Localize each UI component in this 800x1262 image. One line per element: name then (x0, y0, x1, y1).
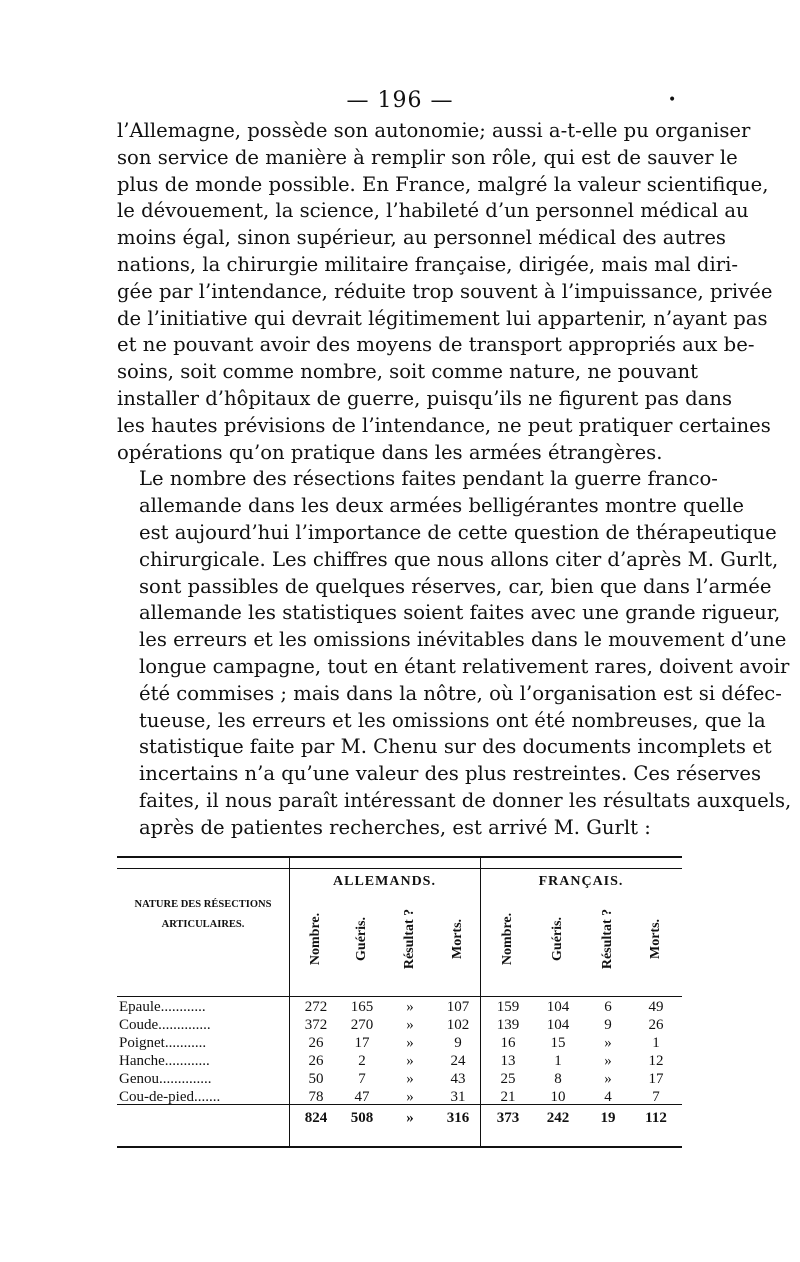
table-cell: 7 (358, 1071, 366, 1087)
table-cell: 12 (648, 1053, 664, 1069)
column-header-label: Résultat ? (600, 908, 615, 970)
total-cell: 316 (446, 1110, 470, 1126)
column-header (435, 894, 481, 984)
table-cell: 1 (652, 1035, 660, 1051)
total-cell: 19 (600, 1110, 616, 1126)
table-cell: 7 (652, 1089, 660, 1105)
table-cell: 49 (648, 999, 664, 1015)
table-cell: 26 (648, 1017, 664, 1033)
table-cell: 43 (450, 1071, 466, 1087)
total-cell: 242 (546, 1110, 570, 1126)
column-header-label: Nombre. (500, 912, 516, 966)
text-line: est aujourd’hui l’importance de cette question de thérapeutique (139, 520, 777, 544)
table-row (117, 1034, 682, 1052)
table-row (117, 1070, 682, 1088)
text-line: le dévouement, la science, l’habileté d’un personnel médical au (117, 199, 749, 223)
text-line: les hautes prévisions de l’intendance, ne peut pratiquer certaines (117, 413, 771, 437)
text-line: chirurgicale. Les chiffres que nous allons citer d’après M. Gurlt, (139, 547, 779, 571)
column-header-label: Résultat ? (402, 908, 417, 970)
page-number: — 196 — (346, 88, 454, 113)
text-line: longue campagne, tout en étant relativement rares, doivent avoir (139, 654, 790, 678)
text-line: moins égal, sinon supérieur, au personnel médical des autres (117, 226, 726, 250)
table-cell: 16 (500, 1035, 516, 1051)
table-cell: 9 (604, 1017, 612, 1033)
paragraph-2 (117, 466, 792, 841)
column-header (633, 894, 679, 984)
table-cell: 24 (450, 1053, 466, 1069)
column-header-label: Nombre. (308, 912, 324, 966)
row-label: Poignet........... (119, 1035, 207, 1051)
text-line: allemande les statistiques soient faites avec une grande rigueur, (139, 601, 781, 625)
table-cell: 165 (350, 999, 374, 1015)
table-cell: 102 (446, 1017, 470, 1033)
table-cell: » (406, 1053, 414, 1069)
group-allemands: ALLEMANDS. (333, 874, 436, 889)
column-header (485, 894, 531, 984)
margin-mark: • (668, 92, 677, 108)
table-cell: 15 (550, 1035, 566, 1051)
total-cell: 824 (304, 1110, 328, 1126)
table-cell: 31 (450, 1089, 466, 1105)
text-line: tueuse, les erreurs et les omissions ont été nombreuses, que la (139, 708, 766, 732)
column-header (293, 894, 339, 984)
row-label: Coude.............. (119, 1017, 211, 1033)
row-header-line-2: ARTICULAIRES. (161, 919, 245, 930)
text-line: nations, la chirurgie militaire française, dirigée, mais mal diri- (117, 252, 738, 276)
table-cell: » (604, 1071, 612, 1087)
table-cell: 270 (350, 1017, 374, 1033)
text-line: faites, il nous paraît intéressant de donner les résultats auxquels, (139, 788, 792, 812)
table-cell: 2 (358, 1053, 366, 1069)
text-line: après de patientes recherches, est arrivé M. Gurlt : (139, 815, 651, 839)
text-line: Le nombre des résections faites pendant la guerre franco- (139, 467, 718, 491)
row-header-line-1: NATURE DES RÉSECTIONS (134, 899, 272, 910)
text-line: allemande dans les deux armées belligérantes montre quelle (139, 494, 744, 518)
table-cell: » (406, 999, 414, 1015)
row-label: Cou-de-pied....... (119, 1089, 221, 1105)
text-line: installer d’hôpitaux de guerre, puisqu’ils ne figurent pas dans (117, 386, 733, 410)
total-cell: 373 (496, 1110, 520, 1126)
group-francais: FRANÇAIS. (538, 874, 624, 889)
table-rule (117, 996, 682, 997)
table-row (117, 1088, 682, 1106)
column-header-label: Morts. (449, 918, 465, 960)
table-cell: 8 (554, 1071, 562, 1087)
text-line: l’Allemagne, possède son autonomie; aussi a-t-elle pu organiser (117, 119, 751, 142)
text-line: plus de monde possible. En France, malgré la valeur scientifique, (117, 172, 769, 196)
table-cell: » (406, 1035, 414, 1051)
text-line: gée par l’intendance, réduite trop souvent à l’impuissance, privée (117, 279, 773, 303)
table-row (117, 1052, 682, 1070)
table-cell: 50 (308, 1071, 324, 1087)
table-cell: 78 (308, 1089, 324, 1105)
text-line: statistique faite par M. Chenu sur des documents incomplets et (139, 735, 772, 759)
table-cell: » (406, 1017, 414, 1033)
total-cell: 112 (645, 1110, 667, 1126)
table-cell: 17 (648, 1071, 664, 1087)
column-header (387, 894, 433, 984)
table-cell: 47 (354, 1089, 370, 1105)
text-line: soins, soit comme nombre, soit comme nature, ne pouvant (117, 360, 699, 384)
table-cell: 104 (546, 999, 570, 1015)
total-cell: » (406, 1110, 414, 1126)
row-label: Hanche............ (119, 1053, 210, 1069)
text-line: été commises ; mais dans la nôtre, où l’organisation est si défec- (139, 681, 782, 705)
table-cell: 6 (604, 999, 612, 1015)
table-cell: 107 (446, 999, 470, 1015)
table-totals-row (117, 1106, 682, 1130)
text-line: et ne pouvant avoir des moyens de transport appropriés aux be- (117, 333, 755, 357)
table-cell: 139 (496, 1017, 520, 1033)
table-cell: » (604, 1035, 612, 1051)
table-cell: » (406, 1071, 414, 1087)
table-cell: 1 (554, 1053, 562, 1069)
column-header-label: Guéris. (353, 917, 369, 961)
table-cell: 21 (500, 1089, 516, 1105)
table-cell: 13 (500, 1053, 516, 1069)
column-header (535, 894, 581, 984)
table-cell: 25 (500, 1071, 516, 1087)
text-line: de l’initiative qui devrait légitimement lui appartenir, n’ayant pas (117, 306, 768, 330)
text-line: sont passibles de quelques réserves, car, bien que dans l’armée (139, 574, 772, 598)
table-cell: 10 (550, 1089, 566, 1105)
table-row (117, 1016, 682, 1034)
table-cell: 9 (454, 1035, 462, 1051)
total-cell: 508 (350, 1110, 374, 1126)
text-line: incertains n’a qu’une valeur des plus restreintes. Ces réserves (139, 762, 762, 786)
table-cell: 4 (604, 1089, 612, 1105)
text-line: opérations qu’on pratique dans les armées étrangères. (117, 440, 663, 464)
text-line: son service de manière à remplir son rôle, qui est de sauver le (117, 145, 738, 169)
row-label: Epaule............ (119, 999, 206, 1015)
table-cell: 17 (354, 1035, 370, 1051)
table-row (117, 998, 682, 1016)
table-cell: 104 (546, 1017, 570, 1033)
paragraph-1 (117, 118, 773, 466)
table-cell: 372 (304, 1017, 328, 1033)
resections-table (117, 856, 682, 1148)
body-text (117, 118, 792, 842)
column-header (339, 894, 385, 984)
table-cell: » (406, 1089, 414, 1105)
table-cell: 26 (308, 1053, 324, 1069)
table-rule (117, 868, 682, 869)
column-header (585, 894, 631, 984)
table-cell: 159 (496, 999, 520, 1015)
table-body (117, 998, 682, 1106)
table-cell: 26 (308, 1035, 324, 1051)
table-cell: » (604, 1053, 612, 1069)
column-header-label: Morts. (647, 918, 663, 960)
text-line: les erreurs et les omissions inévitables dans le mouvement d’une (139, 628, 787, 652)
row-label: Genou.............. (119, 1071, 212, 1087)
table-cell: 272 (304, 999, 328, 1015)
column-header-label: Guéris. (549, 917, 565, 961)
